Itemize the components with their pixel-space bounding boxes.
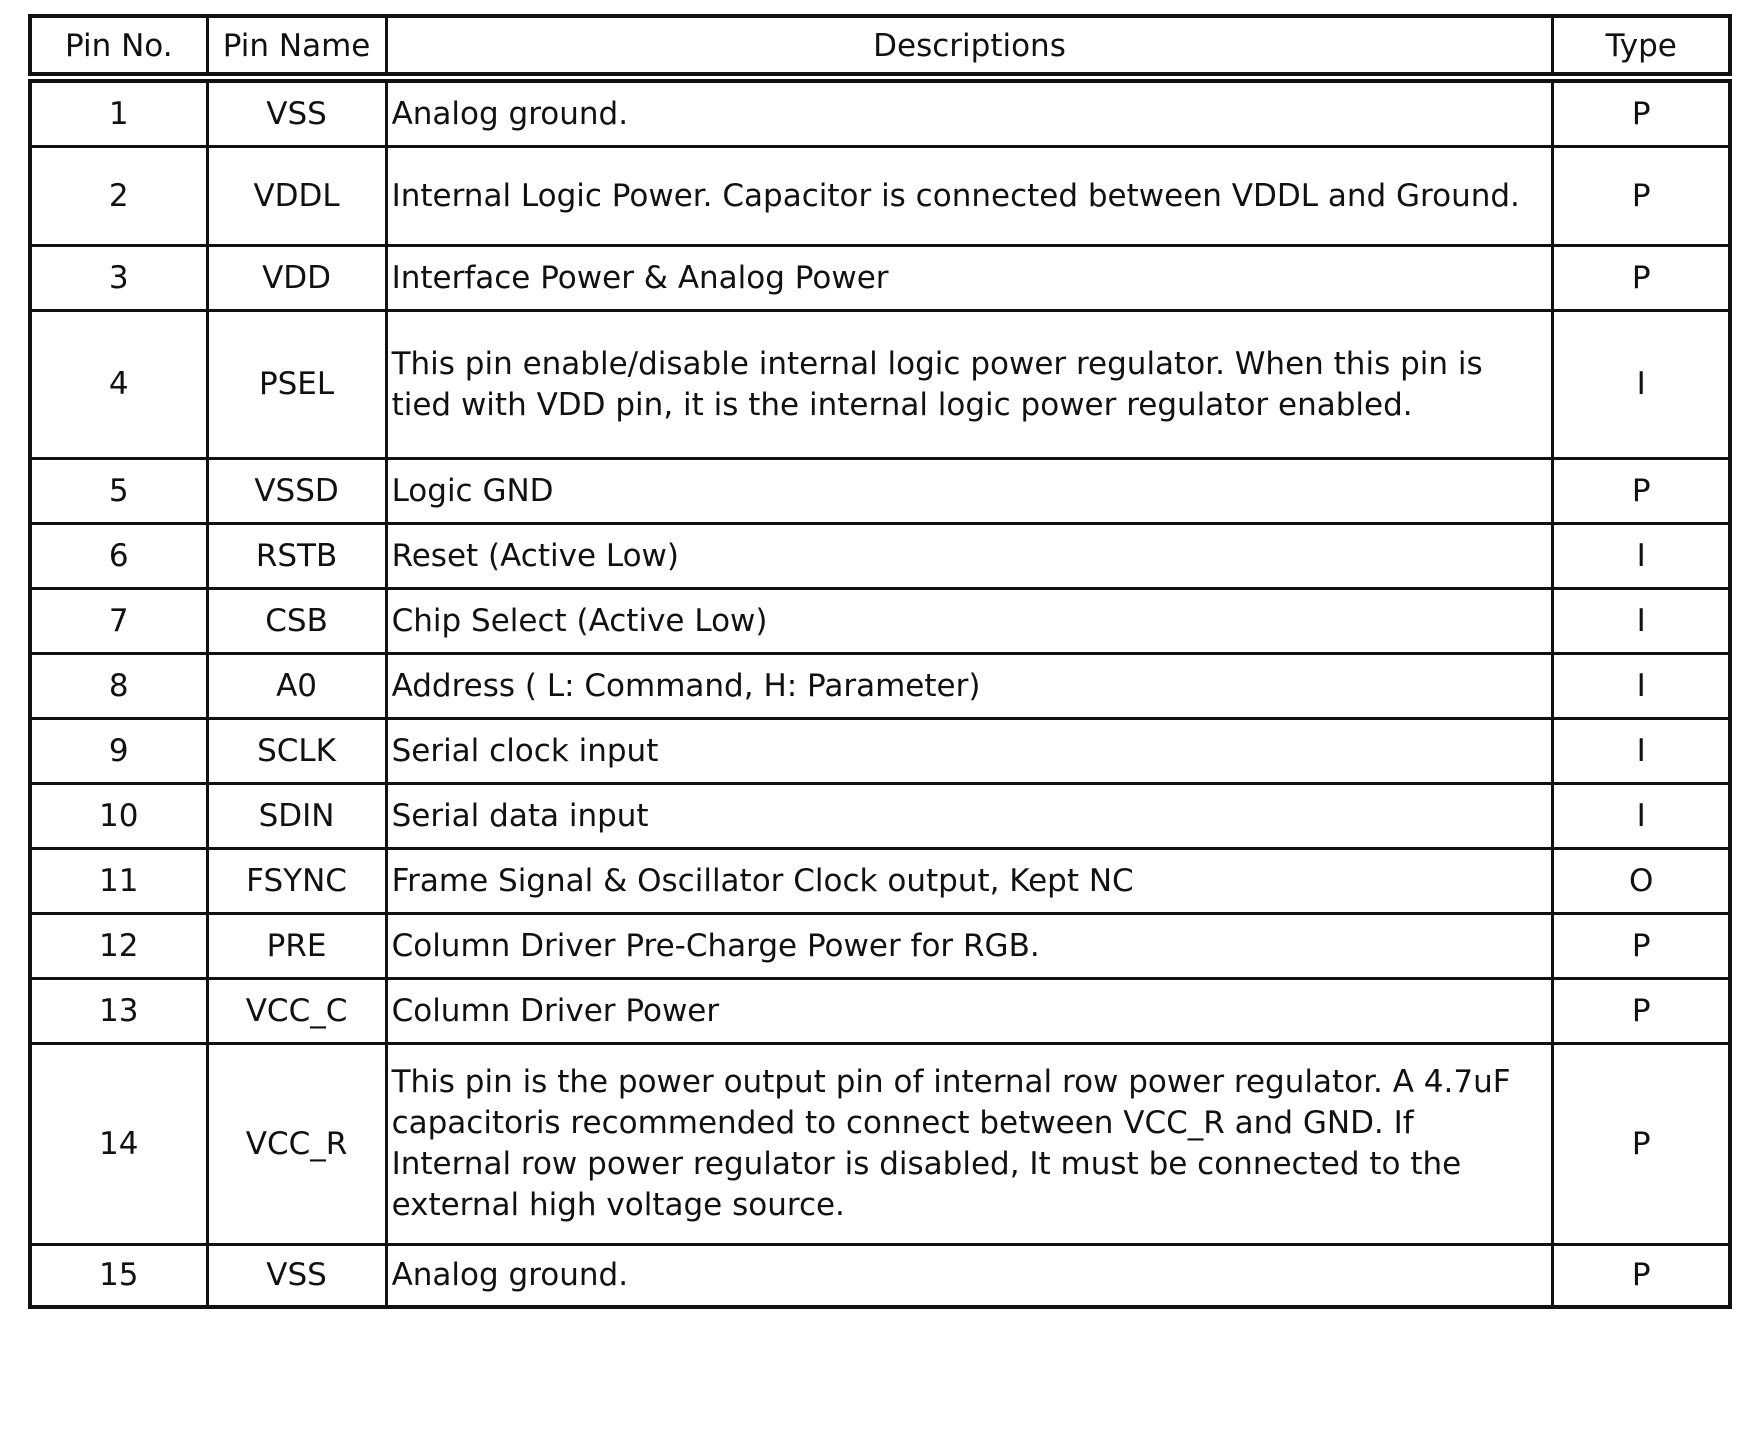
pin-description-cell: Address ( L: Command, H: Parameter) xyxy=(386,654,1553,719)
pin-name-cell: VCC_R xyxy=(207,1044,386,1245)
pin-type-cell: P xyxy=(1553,979,1730,1044)
pin-type-cell: P xyxy=(1553,1245,1730,1308)
pin-number-cell: 13 xyxy=(30,979,207,1044)
pin-name-cell: RSTB xyxy=(207,524,386,589)
pin-description-cell: This pin enable/disable internal logic power regulator. When this pin is tied with VDD pin, it is the internal logic power regulator enabled. xyxy=(386,311,1553,459)
table-row xyxy=(30,147,1730,246)
pin-description-cell: This pin is the power output pin of internal row power regulator. A 4.7uF capacitoris recommended to connect between VCC_R and GND. If Internal row power regulator is disabled, It must be connected to the external high voltage source. xyxy=(386,1044,1553,1245)
pin-description-cell: Column Driver Pre-Charge Power for RGB. xyxy=(386,914,1553,979)
pin-type-cell: P xyxy=(1553,78,1730,147)
pin-description-cell: Analog ground. xyxy=(386,78,1553,147)
pin-type-cell: I xyxy=(1553,784,1730,849)
table-row xyxy=(30,311,1730,459)
table-row xyxy=(30,524,1730,589)
pin-name-cell: SCLK xyxy=(207,719,386,784)
table-row xyxy=(30,459,1730,524)
header-pin-no: Pin No. xyxy=(30,16,207,78)
pin-number-cell: 15 xyxy=(30,1245,207,1308)
pin-name-cell: VSS xyxy=(207,78,386,147)
table-row xyxy=(30,719,1730,784)
header-type: Type xyxy=(1553,16,1730,78)
pin-description-cell: Column Driver Power xyxy=(386,979,1553,1044)
pin-name-cell: VCC_C xyxy=(207,979,386,1044)
pin-name-cell: VSS xyxy=(207,1245,386,1308)
pin-number-cell: 8 xyxy=(30,654,207,719)
pin-type-cell: I xyxy=(1553,311,1730,459)
pin-number-cell: 5 xyxy=(30,459,207,524)
pin-description-cell: Logic GND xyxy=(386,459,1553,524)
pin-name-cell: FSYNC xyxy=(207,849,386,914)
pin-name-cell: VDDL xyxy=(207,147,386,246)
pin-type-cell: P xyxy=(1553,246,1730,311)
pin-number-cell: 4 xyxy=(30,311,207,459)
table-row xyxy=(30,1044,1730,1245)
pin-name-cell: PSEL xyxy=(207,311,386,459)
table-row xyxy=(30,914,1730,979)
pin-description-cell: Frame Signal & Oscillator Clock output, Kept NC xyxy=(386,849,1553,914)
pin-number-cell: 10 xyxy=(30,784,207,849)
table-row xyxy=(30,78,1730,147)
pin-name-cell: SDIN xyxy=(207,784,386,849)
table-row xyxy=(30,654,1730,719)
pin-description-cell: Reset (Active Low) xyxy=(386,524,1553,589)
pin-number-cell: 2 xyxy=(30,147,207,246)
pin-number-cell: 3 xyxy=(30,246,207,311)
pin-description-cell: Serial clock input xyxy=(386,719,1553,784)
table-row xyxy=(30,589,1730,654)
pin-name-cell: VDD xyxy=(207,246,386,311)
header-pin-name: Pin Name xyxy=(207,16,386,78)
pin-type-cell: P xyxy=(1553,459,1730,524)
pin-type-cell: I xyxy=(1553,589,1730,654)
pin-type-cell: I xyxy=(1553,719,1730,784)
pin-type-cell: O xyxy=(1553,849,1730,914)
pin-number-cell: 7 xyxy=(30,589,207,654)
pin-description-cell: Chip Select (Active Low) xyxy=(386,589,1553,654)
pin-description-table xyxy=(28,14,1732,1309)
table-row xyxy=(30,784,1730,849)
pin-description-cell: Analog ground. xyxy=(386,1245,1553,1308)
pin-number-cell: 9 xyxy=(30,719,207,784)
table-header-row xyxy=(30,16,1730,78)
header-descriptions: Descriptions xyxy=(386,16,1553,78)
pin-name-cell: VSSD xyxy=(207,459,386,524)
pin-number-cell: 12 xyxy=(30,914,207,979)
pin-type-cell: P xyxy=(1553,1044,1730,1245)
pin-type-cell: I xyxy=(1553,654,1730,719)
pin-name-cell: CSB xyxy=(207,589,386,654)
pin-name-cell: PRE xyxy=(207,914,386,979)
pin-description-cell: Interface Power & Analog Power xyxy=(386,246,1553,311)
pin-number-cell: 11 xyxy=(30,849,207,914)
pin-description-cell: Serial data input xyxy=(386,784,1553,849)
pin-type-cell: P xyxy=(1553,914,1730,979)
pin-description-cell: Internal Logic Power. Capacitor is connected between VDDL and Ground. xyxy=(386,147,1553,246)
table-row xyxy=(30,1245,1730,1308)
pin-name-cell: A0 xyxy=(207,654,386,719)
pin-type-cell: I xyxy=(1553,524,1730,589)
table-row xyxy=(30,246,1730,311)
pin-type-cell: P xyxy=(1553,147,1730,246)
pin-number-cell: 14 xyxy=(30,1044,207,1245)
pin-number-cell: 6 xyxy=(30,524,207,589)
table-row xyxy=(30,979,1730,1044)
table-row xyxy=(30,849,1730,914)
pin-number-cell: 1 xyxy=(30,78,207,147)
